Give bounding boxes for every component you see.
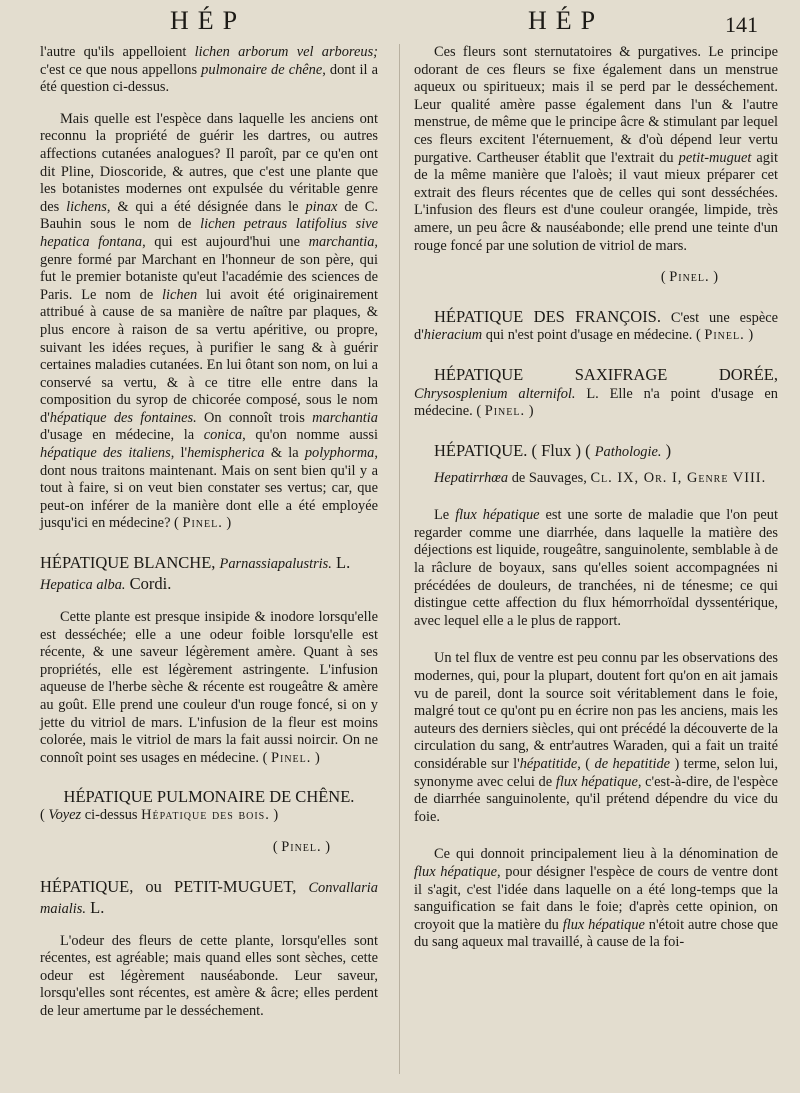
author-signature: ( Pinel. ) [272, 838, 330, 855]
right-column [414, 44, 778, 952]
entry-hepatique-des-francois: HÉPATIQUE DES FRANÇOIS. C'est une espèce d'hieracium qui n'est point d'usage en médecine. ( Pinel. ) [414, 306, 779, 344]
running-head-left: HÉP [170, 6, 247, 35]
cross-reference: ( Voyez ci-dessus Hépatique des bois. ) [40, 807, 279, 824]
paragraph-continuation: l'autre qu'ils appelloient lichen arborum vel arboreus; c'est ce que nous appellons pulmonaire de chêne, dont il a été question ci-dessus. [40, 44, 378, 96]
entry-heading-flux: HÉPATIQUE. ( Flux ) ( Pathologie. ) [434, 440, 672, 460]
entry-hepatique-saxifrage: HÉPATIQUE SAXIFRAGE DORÉE, Chrysosplenium alternifol. L. Elle n'a point d'usage en médecine. ( Pinel. ) [414, 364, 778, 420]
left-column [40, 44, 378, 1021]
author-signature: ( Pinel. ) [660, 269, 718, 286]
entry-heading-petit-muguet: HÉPATIQUE, ou PETIT-MUGUET, Convallaria maialis. L. [40, 876, 378, 917]
paragraph-petit-muguet: L'odeur des fleurs de cette plante, lorsqu'elles sont récentes, est agréable; mais quand elles sont sèches, cette odeur est légèrement nauséabonde. Leur saveur, lorsqu'elles sont récentes, est amère & âcre; elles perdent de leur amertume par le desséchement. [40, 932, 378, 1019]
entry-heading-hepatique-blanche: HÉPATIQUE BLANCHE, Parnassiapalustris. L. Hepatica alba. Cordi. [40, 553, 351, 594]
paragraph-flux-denomination: Ce qui donnoit principalement lieu à la dénomination de flux hépatique, pour désigner l'espèce de cours de ventre dont il s'agit, c'est l'idée dans laquelle on a été long-temps que la sanguification se fait dans le foie; d'après cette opinion, on croyoit que la matière du flux hépatique n'étoit autre chose que du sang aqueux mal travaillé, à cause de la foi- [414, 846, 779, 951]
paragraph-lichen: Mais quelle est l'espèce dans laquelle les anciens ont reconnu la propriété de guérir les dartres, ou autres affections cutanées analogues? Il paroît, par ce qu'en ont dit Pline, Dioscoride, & autres, que c'est une plante que les botanistes modernes ont expulsée du véritable genre des lichens, & qui a été désignée dans le pinax de C. Bauhin sous le nom de lichen petraus latifolius sive hepatica fontana, qui est aujourd'hui une marchantia, genre formé par Marchant en l'honneur de son père, qui fut le premier botaniste qu'eut l'académie des sciences de Paris. Le nom de lichen lui avoit été originairement attribué à cause de sa manière de naître par plaques, & plus encore à raison de sa vertu apéritive, ou propre, suivant les idées reçues, à purifier le sang & à guérir certaines maladies cutanées. En lui ôtant son nom, on lui a conservé sa vertu, & à ce titre elle entre dans la composition du syrop de chicorée composé, sous le nom d'hépatique des fontaines. On connoît trois marchantia d'usage en médecine, la conica, qu'on nomme aussi hépatique des italiens, l'hemispherica & la polyphorma, dont nous traitons maintenant. Mais on sent bien qu'il y a tout à faire, si on veut bien constater ses vertus; car, que peut-on inférer de la manière dont elle a été employée jusqu'ici en médecine? ( Pinel. ) [40, 110, 379, 532]
column-divider [399, 44, 400, 1074]
paragraph-flux-history: Un tel flux de ventre est peu connu par les observations des modernes, qui, pour la plupart, doutent fort qu'on en ait jamais vu de pareil, dont la source soit véritablement dans le foie, malgré tout ce qu'ont pu en écrire non pas les anciens, mais les auteurs des derniers siècles, qui ont précédé la découverte de la circulation du sang, & entr'autres Waraden, qui a fait un traité considérable sur l'hépatitide, ( de hepatitide ) terme, selon lui, synonyme avec celui de flux hépatique, c'est-à-dire, de l'espèce de diarrhée sanguinolente, qu'il prétend dépendre du vice du foie. [414, 650, 779, 825]
running-head-right: HÉP [528, 6, 605, 35]
entry-subheading-flux: Hepatirrhœa de Sauvages, Cl. IX, Or. I, Genre VIII. [434, 469, 767, 486]
paragraph-hepatique-blanche: Cette plante est presque insipide & inodore lorsqu'elle est desséchée; elle a une odeur foible lorsqu'elle est récente, & une saveur légèrement amère. Quant à ses propriétés, elle est légèrement astringente. L'infusion aqueuse de l'herbe sèche & récente est rougeâtre & amère au goût. Elle prend une couleur d'un rouge foncé, si on y jette du vitriol de mars. L'infusion de la fleur est moins colorée, mais le vitriol de mars la fait aussi noircir. On ne connoît point ses usages en médecine. ( Pinel. ) [40, 609, 378, 766]
entry-heading-pulmonaire: HÉPATIQUE PULMONAIRE DE CHÊNE. [63, 787, 355, 807]
paragraph-muguet-continued: Ces fleurs sont sternutatoires & purgatives. Le principe odorant de ces fleurs se fixe également dans un menstrue aqueux ou spiritueux; mais il se perd par le desséchement. Leur qualité amère passe également dans l'un & l'autre menstrue, de même que le principe âcre & stimulant par lequel ces fleurs excitent l'éternuement, & d'où dépend leur vertu purgative. Cartheuser établit que l'extrait du petit-muguet agit de la même manière que l'aloès; il vaut mieux préparer cet extrait des fleurs récentes que de celles qui sont desséchées. L'infusion des fleurs est d'une couleur orangée, limpide, très amere, un peu âcre & nauséabonde; elle prend une teinte d'un rouge foncé par une solution de vitriol de mars. [414, 44, 778, 254]
paragraph-flux-definition: Le flux hépatique est une sorte de maladie que l'on peut regarder comme une diarrhée, dans laquelle la matière des déjections est liquide, rougeâtre, sanguinolente, semblable à de la râclure de boyaux, sans qu'elles soient accompagnées ni précédées de douleurs, de tranchées, ni de ténesme; ce qui distingue cette affection du flux hémorrhoïdal dyssentérique, avec lequel elle a le plus de rapport. [414, 507, 778, 629]
page-number: 141 [725, 12, 758, 37]
